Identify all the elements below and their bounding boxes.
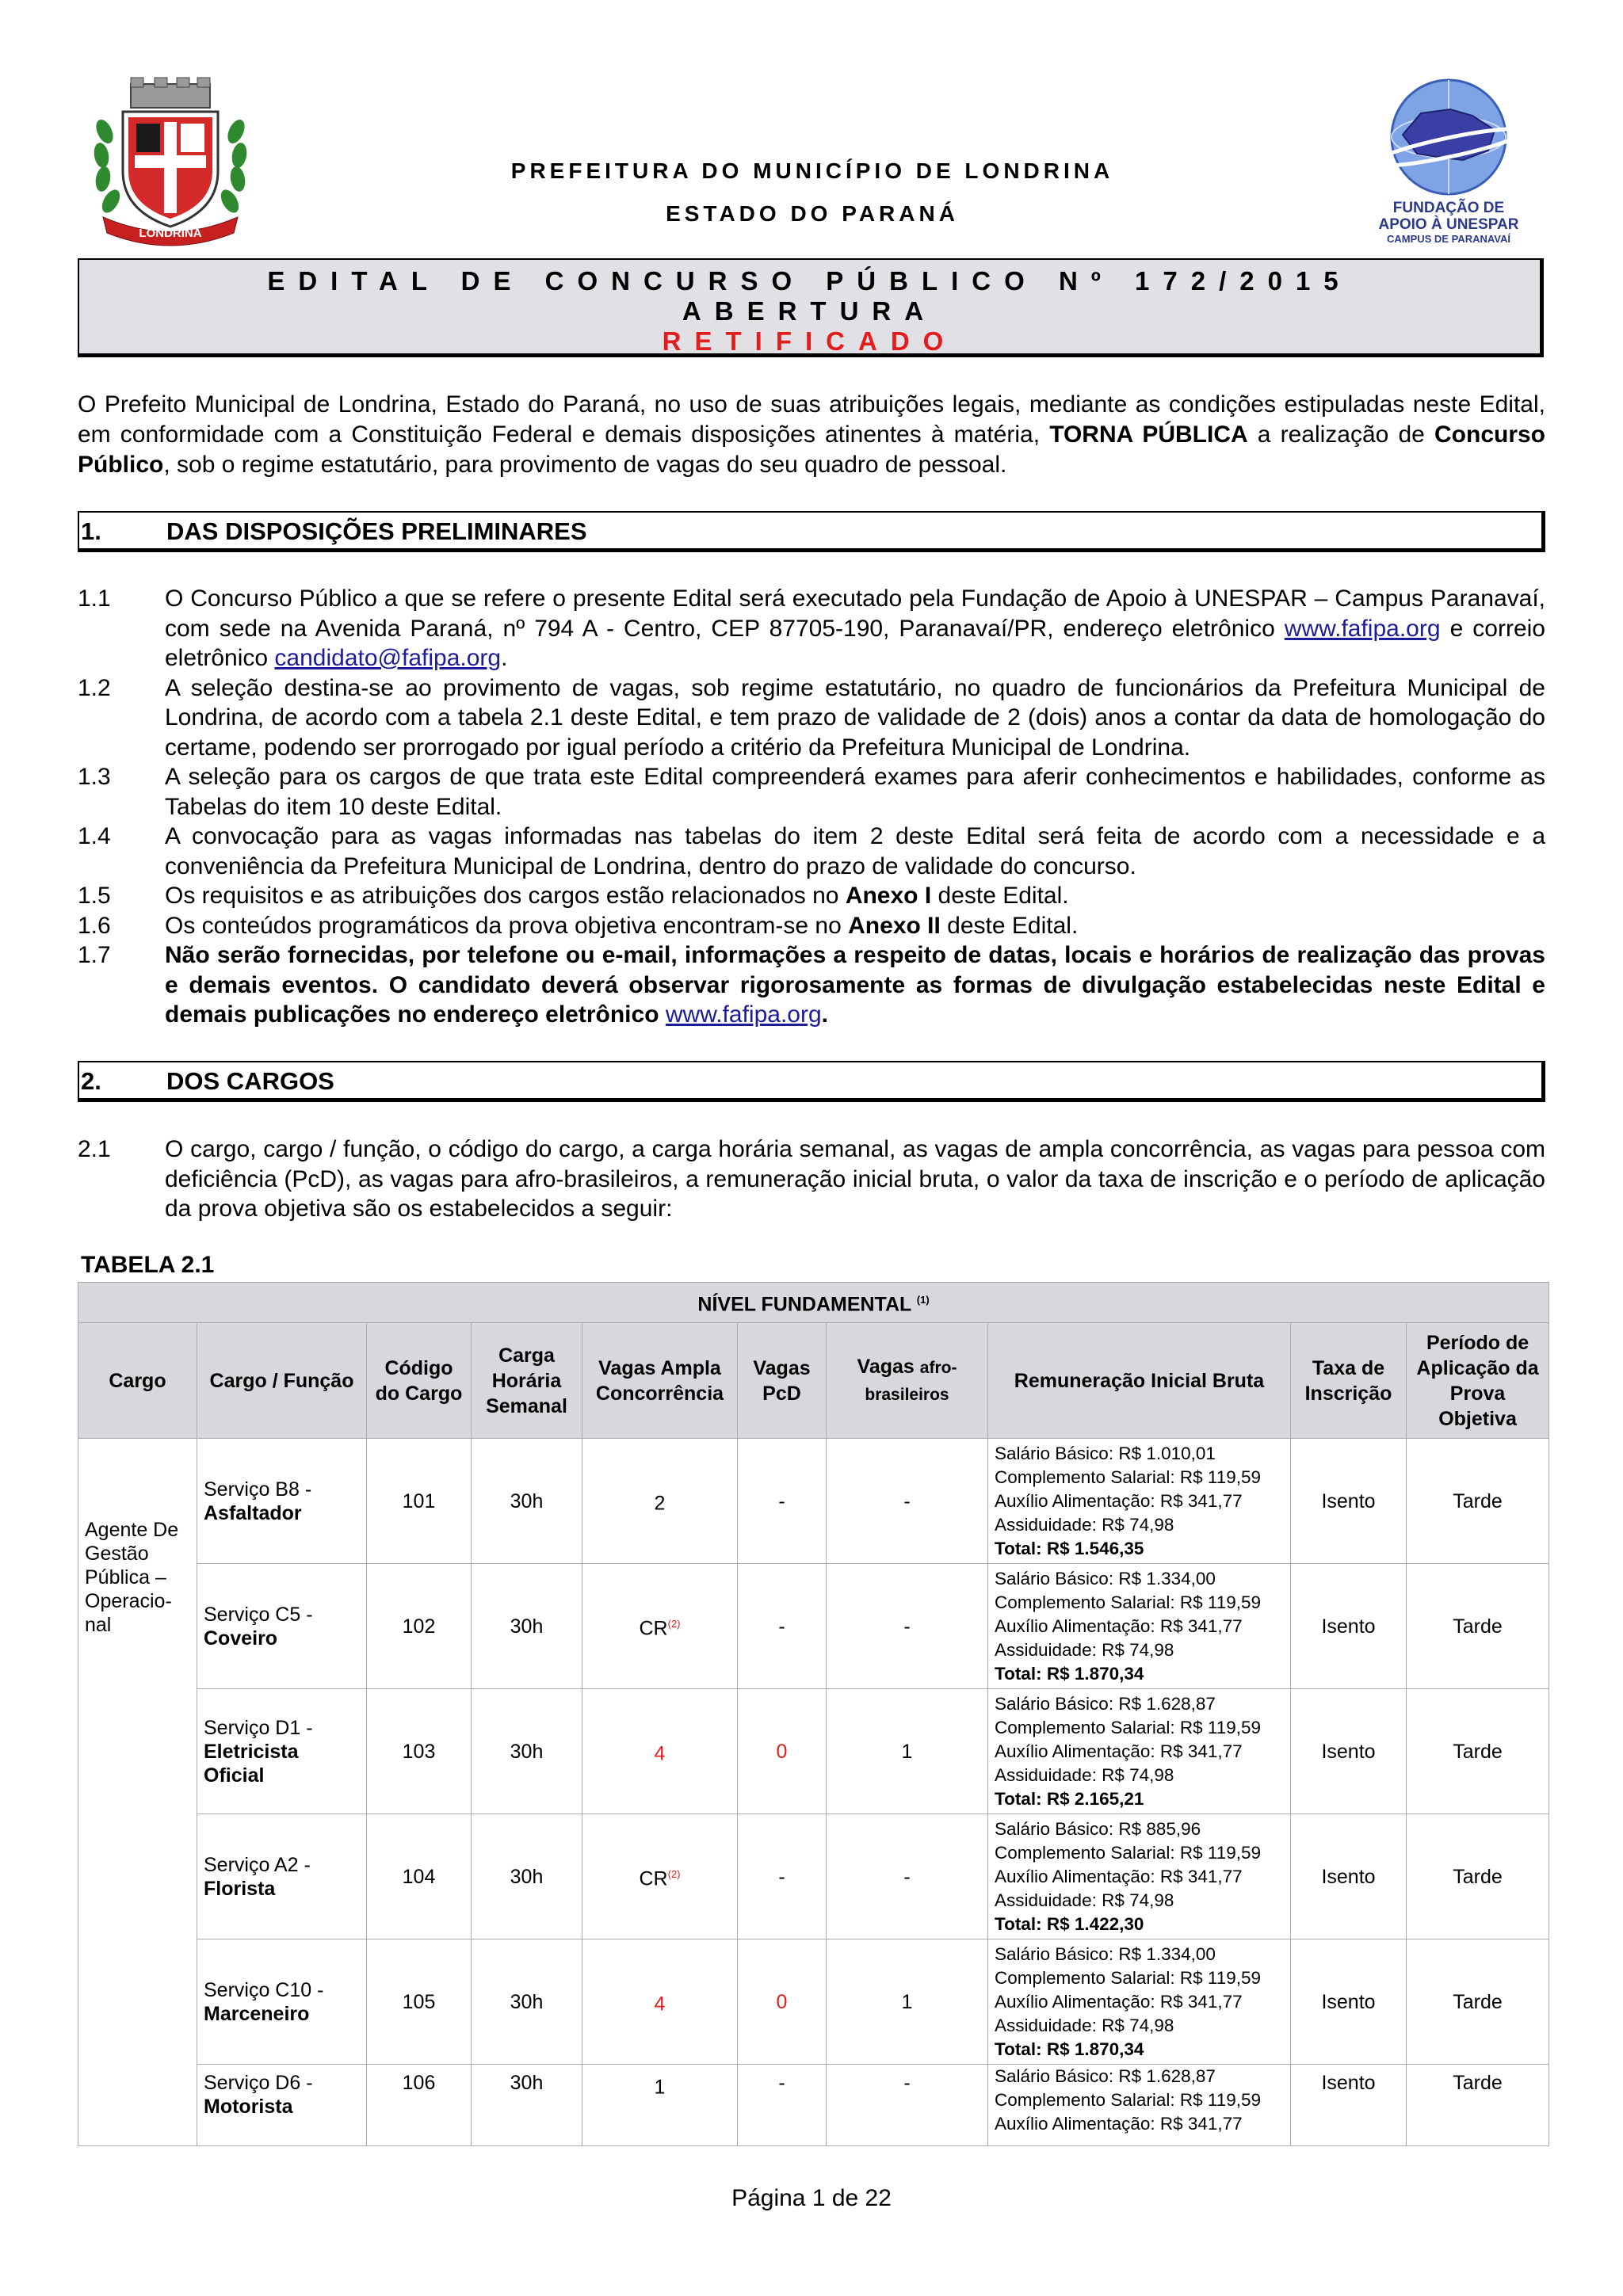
fafipa-link-2[interactable]: www.fafipa.org — [665, 1001, 822, 1028]
afro-cell: - — [827, 1564, 988, 1689]
item-1-1: 1.1 O Concurso Público a que se refere o presente Edital será executado pela Fundação de Apoio à UNESPAR – Campus Paranavaí, com sede na Avenida Paraná, nº 794 A - Centro, CEP 87705-190, Paranavaí/PR, endereço eletrônico www.fafipa.org e correio eletrônico candidato@fafipa.org. — [78, 585, 1545, 671]
remuneracao-cell: Salário Básico: R$ 1.628,87 Complemento Salarial: R$ 119,59 Auxílio Alimentação: R$ 341,77 — [988, 2065, 1291, 2146]
col-periodo: Período de Aplicação da Prova Objetiva — [1407, 1323, 1549, 1439]
taxa-cell: Isento — [1291, 1939, 1407, 2065]
col-afro: Vagas afro-brasileiros — [827, 1323, 988, 1439]
table-row — [78, 1689, 1549, 1814]
item-1-2: 1.2 A seleção destina-se ao provimento de vagas, sob regime estatutário, no quadro de funcionários da Prefeitura Municipal de Londrina, de acordo com a tabela 2.1 deste Edital, e tem prazo de validade de 2 (dois) anos a contar da data de homologação do certame, podendo ser prorrogado por igual período a critério da Prefeitura Municipal de Londrina. — [78, 674, 1545, 761]
table-row — [78, 2065, 1549, 2146]
col-remuneracao: Remuneração Inicial Bruta — [988, 1323, 1291, 1439]
section-1-heading — [78, 511, 1545, 552]
candidato-email-link[interactable]: candidato@fafipa.org — [274, 645, 502, 671]
periodo-cell: Tarde — [1407, 1689, 1549, 1814]
header-row — [78, 1323, 1549, 1439]
cargo-group-cell: Agente De Gestão Pública – Operacio-nal — [78, 1439, 197, 2146]
pcd-cell: - — [738, 1564, 827, 1689]
col-funcao: Cargo / Função — [197, 1323, 367, 1439]
section-2-items — [78, 1135, 1545, 1224]
carga-cell: 30h — [472, 2065, 582, 2146]
ampla-cell: 2 — [582, 1439, 738, 1564]
edital-title: EDITAL DE CONCURSO PÚBLICO Nº 172/2015 — [267, 266, 1352, 296]
item-1-3: 1.3 A seleção para os cargos de que trata este Edital compreenderá exames para aferir conhecimentos e habilidades, conforme as Tabelas do item 10 deste Edital. — [78, 764, 1545, 820]
taxa-cell: Isento — [1291, 1439, 1407, 1564]
section-1-items — [78, 584, 1545, 1030]
cargos-table — [78, 1282, 1549, 2146]
carga-cell: 30h — [472, 1439, 582, 1564]
item-1-5: 1.5 Os requisitos e as atribuições dos cargos estão relacionados no Anexo I deste Edital. — [78, 883, 1069, 909]
funcao-cell: Serviço B8 - Asfaltador — [197, 1439, 367, 1564]
periodo-cell: Tarde — [1407, 1564, 1549, 1689]
remuneracao-cell: Salário Básico: R$ 1.334,00 Complemento Salarial: R$ 119,59 Auxílio Alimentação: R$ 341,77 Assiduidade: R$ 74,98 Total: R$ 1.870,34 — [988, 1939, 1291, 2065]
fundacao-line-2: APOIO À UNESPAR — [1378, 216, 1519, 233]
codigo-cell: 105 — [367, 1939, 472, 2065]
pcd-cell: 0 — [738, 1939, 827, 2065]
col-ampla: Vagas Ampla Concorrência — [582, 1323, 738, 1439]
taxa-cell: Isento — [1291, 2065, 1407, 2146]
afro-cell: 1 — [827, 1939, 988, 2065]
ampla-cell: 1 — [582, 2065, 738, 2146]
retificado-label: RETIFICADO — [662, 326, 957, 356]
periodo-cell: Tarde — [1407, 2065, 1549, 2146]
page-number: Página 1 de 22 — [731, 2185, 892, 2211]
remuneracao-cell: Salário Básico: R$ 885,96 Complemento Salarial: R$ 119,59 Auxílio Alimentação: R$ 341,77 Assiduidade: R$ 74,98 Total: R$ 1.422,30 — [988, 1814, 1291, 1939]
fundacao-name — [1361, 200, 1536, 246]
header-prefeitura: PREFEITURA DO MUNICÍPIO DE LONDRINA — [510, 158, 1114, 183]
taxa-cell: Isento — [1291, 1689, 1407, 1814]
pcd-cell: - — [738, 1439, 827, 1564]
codigo-cell: 102 — [367, 1564, 472, 1689]
col-taxa: Taxa de Inscrição — [1291, 1323, 1407, 1439]
fundacao-line-1: FUNDAÇÃO DE — [1392, 200, 1505, 216]
nivel-row — [78, 1283, 1549, 1323]
afro-cell: - — [827, 1814, 988, 1939]
col-cargo: Cargo — [78, 1323, 197, 1439]
edital-subtitle: ABERTURA — [682, 296, 938, 326]
pcd-cell: - — [738, 1814, 827, 1939]
londrina-coat-of-arms-logo — [87, 76, 254, 246]
header-estado: ESTADO DO PARANÁ — [666, 201, 959, 226]
col-pcd: Vagas PcD — [738, 1323, 827, 1439]
intro-paragraph: O Prefeito Municipal de Londrina, Estado do Paraná, no uso de suas atribuições legais, mediante as condições estipuladas neste Edital, em conformidade com a Constituição Federal e demais disposições atinentes à matéria, TORNA PÚBLICA a realização de Concurso Público, sob o regime estatutário, para provimento de vagas do seu quadro de pessoal. — [78, 391, 1546, 478]
funcao-cell: Serviço D6 - Motorista — [197, 2065, 367, 2146]
taxa-cell: Isento — [1291, 1564, 1407, 1689]
carga-cell: 30h — [472, 1814, 582, 1939]
carga-cell: 30h — [472, 1689, 582, 1814]
fundacao-globe-logo — [1361, 78, 1536, 196]
carga-cell: 30h — [472, 1564, 582, 1689]
remuneracao-cell: Salário Básico: R$ 1.010,01 Complemento Salarial: R$ 119,59 Auxílio Alimentação: R$ 341,77 Assiduidade: R$ 74,98 Total: R$ 1.546,35 — [988, 1439, 1291, 1564]
codigo-cell: 103 — [367, 1689, 472, 1814]
item-1-7: 1.7 Não serão fornecidas, por telefone ou e-mail, informações a respeito de datas, locais e horários de realização das provas e demais eventos. O candidato deverá observar rigorosamente as formas de divulgação estabelecidas neste Edital e demais publicações no endereço eletrônico www.fafipa.org. — [78, 942, 1545, 1028]
ampla-cell: 4 — [582, 1939, 738, 2065]
afro-cell: - — [827, 1439, 988, 1564]
table-row — [78, 1564, 1549, 1689]
svg-text:LONDRINA: LONDRINA — [139, 227, 202, 240]
periodo-cell: Tarde — [1407, 1439, 1549, 1564]
carga-cell: 30h — [472, 1939, 582, 2065]
remuneracao-cell: Salário Básico: R$ 1.334,00 Complemento Salarial: R$ 119,59 Auxílio Alimentação: R$ 341,77 Assiduidade: R$ 74,98 Total: R$ 1.870,34 — [988, 1564, 1291, 1689]
ampla-cell: 4 — [582, 1689, 738, 1814]
pcd-cell: 0 — [738, 1689, 827, 1814]
nivel-header: NÍVEL FUNDAMENTAL $^{(1)}$ — [78, 1283, 1549, 1323]
section-1-title: DAS DISPOSIÇÕES PRELIMINARES — [166, 517, 587, 545]
afro-cell: - — [827, 2065, 988, 2146]
ampla-cell: CR$^{(2)}$ — [582, 1814, 738, 1939]
item-1-6: 1.6 Os conteúdos programáticos da prova objetiva encontram-se no Anexo II deste Edital. — [78, 912, 1079, 939]
col-carga: Carga Horária Semanal — [472, 1323, 582, 1439]
table-title: TABELA 2.1 — [81, 1252, 215, 1278]
pcd-cell: - — [738, 2065, 827, 2146]
item-1-4: 1.4 A convocação para as vagas informadas nas tabelas do item 2 deste Edital será feita de acordo com a necessidade e a conveniência da Prefeitura Municipal de Londrina, dentro do prazo de validade do concurso. — [78, 823, 1545, 879]
table-row — [78, 1814, 1549, 1939]
section-2-number: 2. — [81, 1067, 101, 1095]
table-row — [78, 1939, 1549, 2065]
codigo-cell: 106 — [367, 2065, 472, 2146]
funcao-cell: Serviço C10 - Marceneiro — [197, 1939, 367, 2065]
periodo-cell: Tarde — [1407, 1939, 1549, 2065]
item-2-1: 2.1 O cargo, cargo / função, o código do cargo, a carga horária semanal, as vagas de ampla concorrência, as vagas para pessoa com deficiência (PcD), as vagas para afro-brasileiros, a remuneração inicial bruta, o valor da taxa de inscrição e o período de aplicação da prova objetiva são os estabelecidos a seguir: — [78, 1136, 1545, 1222]
codigo-cell: 101 — [367, 1439, 472, 1564]
section-1-number: 1. — [81, 517, 101, 545]
col-codigo: Código do Cargo — [367, 1323, 472, 1439]
remuneracao-cell: Salário Básico: R$ 1.628,87 Complemento Salarial: R$ 119,59 Auxílio Alimentação: R$ 341,77 Assiduidade: R$ 74,98 Total: R$ 2.165,21 — [988, 1689, 1291, 1814]
section-2-title: DOS CARGOS — [166, 1067, 334, 1095]
table-row — [78, 1439, 1549, 1564]
section-2-heading — [78, 1061, 1545, 1102]
funcao-cell: Serviço D1 - Eletricista Oficial — [197, 1689, 367, 1814]
afro-cell: 1 — [827, 1689, 988, 1814]
taxa-cell: Isento — [1291, 1814, 1407, 1939]
fafipa-link[interactable]: www.fafipa.org — [1284, 615, 1441, 642]
ampla-cell: CR$^{(2)}$ — [582, 1564, 738, 1689]
periodo-cell: Tarde — [1407, 1814, 1549, 1939]
funcao-cell: Serviço A2 - Florista — [197, 1814, 367, 1939]
codigo-cell: 104 — [367, 1814, 472, 1939]
fundacao-line-3: CAMPUS DE PARANAVAÍ — [1386, 233, 1510, 245]
funcao-cell: Serviço C5 - Coveiro — [197, 1564, 367, 1689]
edital-title-box — [78, 258, 1544, 357]
